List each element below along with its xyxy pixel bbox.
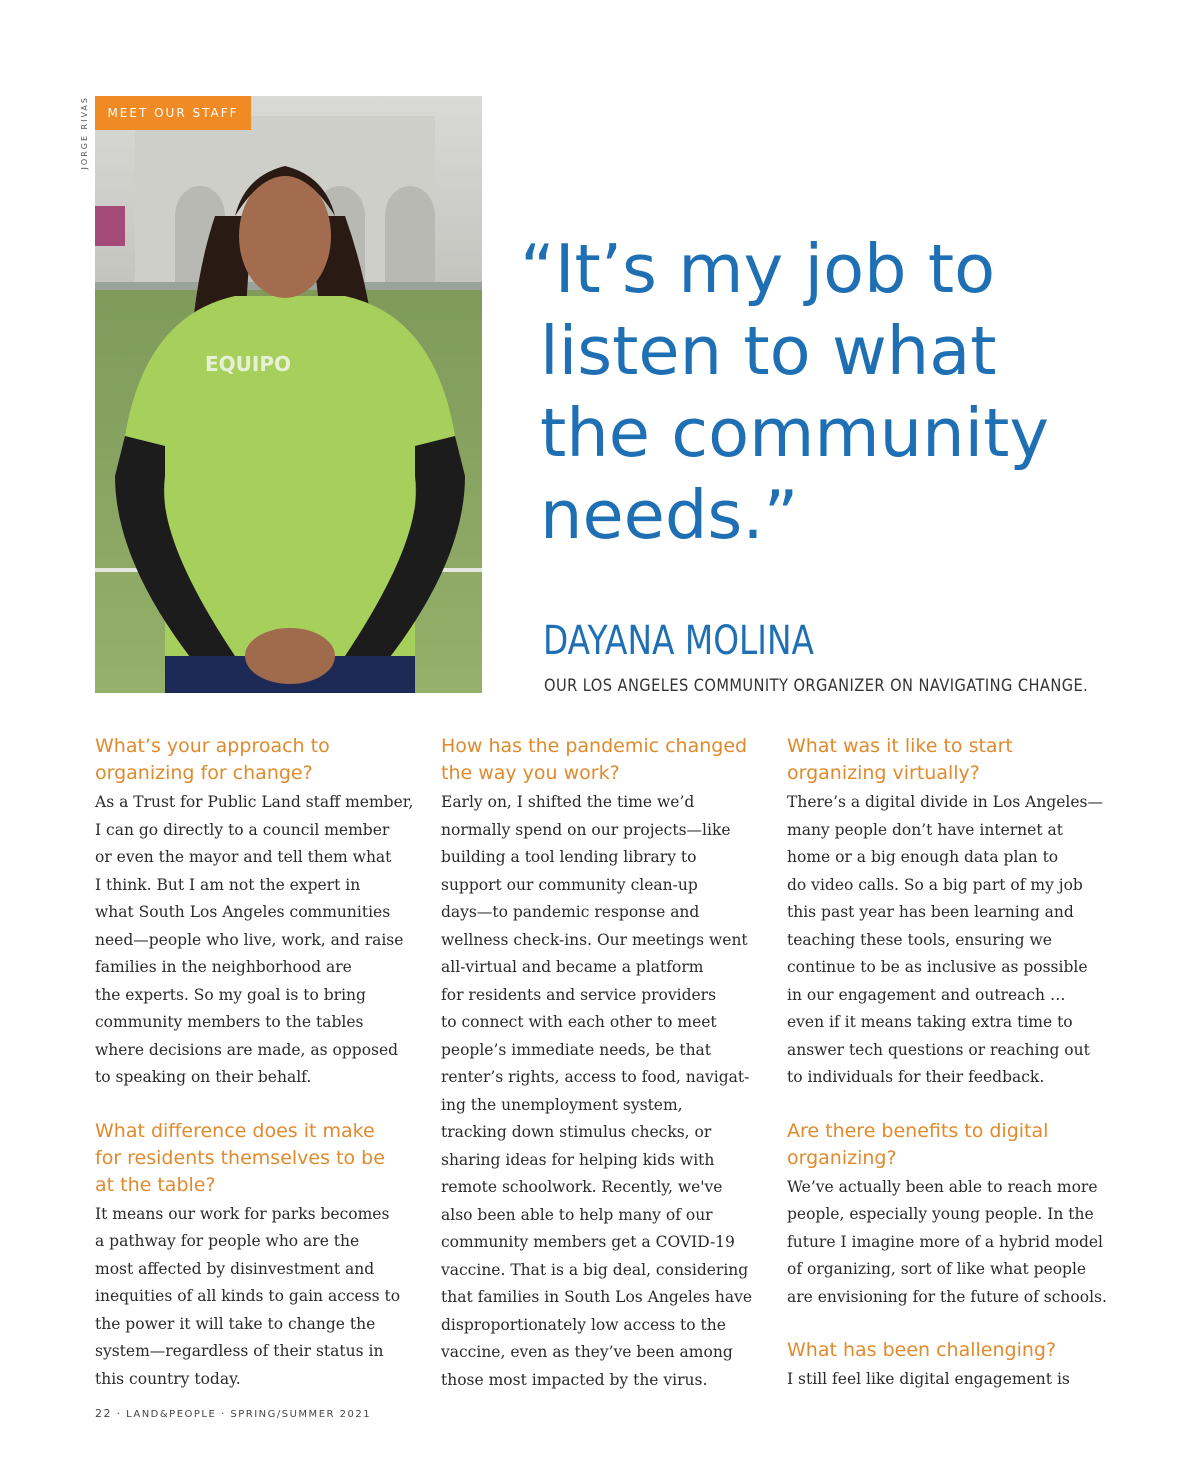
answer-line: people’s immediate needs, be that (441, 1040, 712, 1059)
footer-separator: · (221, 1409, 226, 1420)
answer-line: I think. But I am not the expert in (95, 875, 361, 894)
interview-question (787, 1118, 1117, 1172)
answer-line: sharing ideas for helping kids with (441, 1150, 715, 1169)
answer-line: teaching these tools, ensuring we (787, 930, 1052, 949)
answer-line: people, especially young people. In the (787, 1205, 1094, 1223)
question-line: What has been challenging? (787, 1339, 1057, 1361)
answer-line: what South Los Angeles communities (95, 903, 391, 921)
publication-name: LAND&PEOPLE (126, 1409, 217, 1420)
shirt-logo: EQUIPO (205, 352, 292, 376)
column-2 (441, 733, 771, 1394)
interview-answer (787, 789, 1117, 1092)
section-tag: MEET OUR STAFF (95, 96, 251, 130)
answer-line: for residents and service providers (441, 985, 717, 1004)
interview-question (441, 733, 771, 787)
answer-line: Early on, I shifted the time we’d (441, 793, 695, 811)
answer-line: this past year has been learning and (787, 903, 1074, 921)
answer-line: the experts. So my goal is to bring (95, 985, 366, 1004)
staff-subtitle: OUR LOS ANGELES COMMUNITY ORGANIZER ON NAVIGATING CHANGE. (544, 676, 1089, 696)
question-line: What was it like to start (787, 735, 1013, 757)
answer-line: that families in South Los Angeles have (441, 1288, 753, 1306)
question-line: the way you work? (441, 762, 620, 784)
interview-question (95, 1118, 425, 1199)
answer-line: There’s a digital divide in Los Angeles— (787, 793, 1104, 811)
block-gap (95, 1092, 425, 1118)
answer-line: a pathway for people who are the (95, 1232, 360, 1250)
answer-line: We’ve actually been able to reach more (787, 1177, 1098, 1196)
answer-line: do video calls. So a big part of my job (787, 875, 1083, 894)
answer-line: families in the neighborhood are (95, 958, 352, 976)
quote-line: listen to what (540, 312, 997, 390)
answer-line: It means our work for parks becomes (95, 1204, 390, 1223)
answer-line: I still feel like digital engagement is (787, 1370, 1070, 1388)
quote-line: needs.” (540, 476, 799, 554)
answer-line: system—regardless of their status in (95, 1342, 384, 1360)
issue-name: SPRING/SUMMER 2021 (230, 1409, 372, 1420)
block-gap (787, 1311, 1117, 1337)
question-line: organizing for change? (95, 762, 313, 784)
interview-question (787, 733, 1117, 787)
answer-line: to individuals for their feedback. (787, 1068, 1045, 1086)
column-1 (95, 733, 425, 1393)
quote-line: the community (540, 394, 1050, 472)
interview-answer (95, 789, 425, 1092)
answer-line: wellness check-ins. Our meetings went (441, 930, 748, 949)
photo-credit: JORGE RIVAS (80, 96, 89, 170)
block-gap (787, 1092, 1117, 1118)
answer-line: continue to be as inclusive as possible (787, 958, 1088, 976)
answer-line: renter’s rights, access to food, navigat- (441, 1068, 750, 1086)
answer-line: vaccine. That is a big deal, considering (441, 1260, 749, 1279)
answer-line: I can go directly to a council member (95, 820, 390, 839)
answer-line: even if it means taking extra time to (787, 1013, 1073, 1031)
answer-line: to speaking on their behalf. (95, 1068, 312, 1086)
answer-line: this country today. (95, 1369, 241, 1388)
interview-answer (787, 1366, 1117, 1394)
answer-line: normally spend on our projects—like (441, 820, 731, 839)
answer-line: As a Trust for Public Land staff member, (95, 793, 414, 811)
answer-line: future I imagine more of a hybrid model (787, 1232, 1104, 1251)
answer-line: community members to the tables (95, 1013, 364, 1031)
quote-line: “It’s my job to (520, 230, 996, 308)
answer-line: disproportionately low access to the (441, 1315, 726, 1334)
pull-quote (520, 228, 1160, 556)
footer-separator: · (116, 1409, 122, 1420)
answer-line: also been able to help many of our (441, 1205, 713, 1224)
answer-line: inequities of all kinds to gain access to (95, 1287, 401, 1305)
question-line: at the table? (95, 1173, 216, 1196)
answer-line: support our community clean-up (441, 875, 698, 894)
column-3 (787, 733, 1117, 1394)
answer-line: building a tool lending library to (441, 848, 697, 866)
page-footer (95, 1407, 371, 1420)
staff-name: DAYANA MOLINA (543, 618, 814, 664)
answer-line: those most impacted by the virus. (441, 1370, 708, 1389)
interview-answer (95, 1201, 425, 1394)
portrait-illustration (95, 96, 482, 693)
interview-answer (787, 1174, 1117, 1312)
answer-line: community members get a COVID-19 (441, 1233, 735, 1251)
answer-line: all-virtual and became a platform (441, 958, 704, 976)
answer-line: of organizing, sort of like what people (787, 1260, 1087, 1278)
page-number: 22 (95, 1407, 112, 1420)
answer-line: vaccine, even as they’ve been among (441, 1343, 733, 1361)
question-line: What difference does it make (95, 1119, 375, 1142)
answer-line: remote schoolwork. Recently, we've (441, 1178, 723, 1196)
answer-line: are envisioning for the future of schools. (787, 1287, 1107, 1306)
answer-line: tracking down stimulus checks, or (441, 1123, 712, 1141)
answer-line: most affected by disinvestment and (95, 1259, 375, 1278)
question-line: How has the pandemic changed (441, 735, 748, 757)
question-line: organizing virtually? (787, 762, 980, 784)
interview-answer (441, 789, 771, 1394)
answer-line: in our engagement and outreach … (787, 985, 1066, 1004)
answer-line: need—people who live, work, and raise (95, 930, 404, 949)
interview-question (95, 733, 425, 787)
answer-line: to connect with each other to meet (441, 1013, 717, 1031)
answer-line: ing the unemployment system, (441, 1095, 683, 1114)
staff-photo (95, 96, 482, 693)
answer-line: answer tech questions or reaching out (787, 1040, 1090, 1059)
question-line: for residents themselves to be (95, 1146, 385, 1169)
answer-line: days—to pandemic response and (441, 903, 700, 921)
answer-line: home or a big enough data plan to (787, 848, 1059, 866)
answer-line: the power it will take to change the (95, 1314, 376, 1333)
question-line: What’s your approach to (95, 735, 330, 757)
answer-line: where decisions are made, as opposed (95, 1040, 399, 1059)
question-line: Are there benefits to digital (787, 1119, 1049, 1142)
answer-line: or even the mayor and tell them what (95, 848, 392, 866)
answer-line: many people don’t have internet at (787, 820, 1063, 839)
question-line: organizing? (787, 1146, 897, 1169)
interview-question (787, 1337, 1117, 1364)
